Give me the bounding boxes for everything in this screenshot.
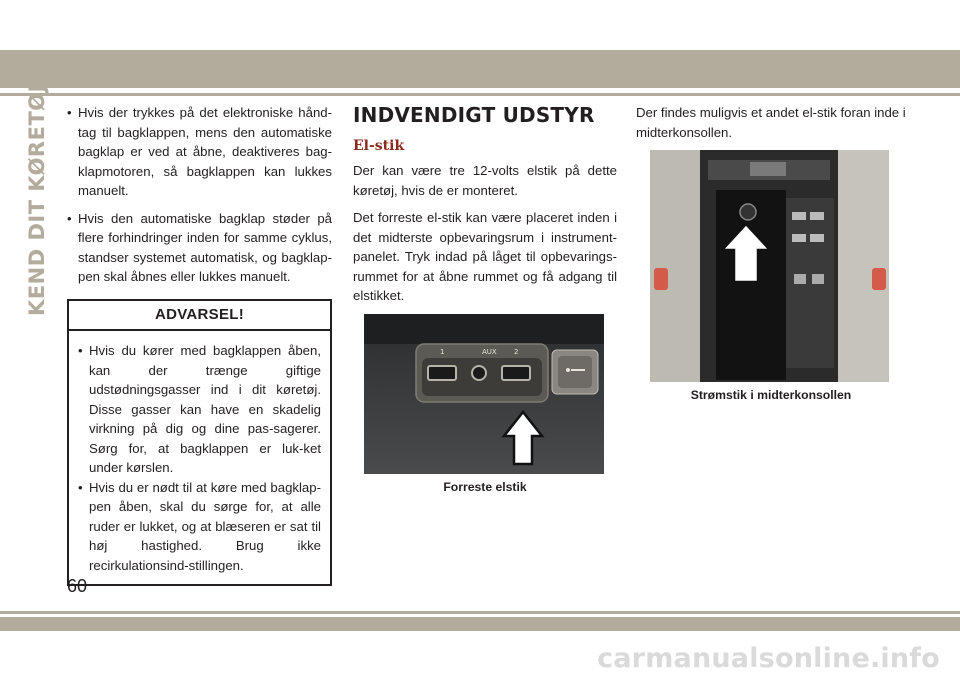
figure-caption: Forreste elstik (443, 479, 527, 494)
aux-port-icon (472, 366, 486, 380)
chapter-side-tab-label: KEND DIT KØRETØJ (25, 84, 50, 316)
usb2-label: 2 (514, 347, 519, 356)
body-paragraph: Der kan være tre 12-volts elstik på dette køretøj, hvis de er monteret. (353, 163, 617, 198)
subsection-title: El-stik (353, 138, 405, 154)
footer-band (0, 617, 960, 631)
header-rule (0, 93, 960, 96)
list-item: • Hvis du er nødt til at køre med bagklap-pen åben, skal du sørge for, at alle ruder er lukket, og at blæseren er sat til høj hastighed. Brug ikke recirkulationsind-stillingen. (78, 478, 321, 576)
console-outlet-illustration (650, 150, 889, 382)
console-outlet-photo (650, 150, 889, 382)
column-left (67, 103, 332, 586)
usb-port-icon (502, 366, 530, 380)
watermark: carmanualsonline.info (597, 643, 940, 674)
body-paragraph: Det forreste el-stik kan være placeret inden i det midterste opbevaringsrum i instrument-panelet. Tryk indad på låget til opbevarings-rummet for at åbne rummet og få adgang til elstikket. (353, 210, 617, 303)
list-item: • Hvis du kører med bagklappen åben, kan der trænge giftige udstødningsgasser ind i dit køretøj. Disse gasser kan have en skadelig virkning på dig og dine pas-sagerer. Sørg for, at bagklappen er luk-ket under kørslen. (78, 341, 321, 478)
figure-caption: Strømstik i midterkonsollen (690, 388, 852, 402)
section-title: INDVENDIGT UDSTYR (353, 103, 595, 127)
tailgate-bullet-list (67, 103, 332, 287)
body-paragraph: Der findes muligvis et andet el-stik foran inde i midterkonsollen. (636, 105, 906, 140)
front-outlet-illustration (364, 314, 604, 474)
warning-title: ADVARSEL! (69, 301, 330, 332)
column-right (636, 103, 906, 406)
footer-rule (0, 611, 960, 614)
warning-box (67, 299, 332, 587)
power-outlet-icon (740, 204, 756, 220)
list-item: • Hvis den automatiske bagklap støder på flere forhindringer inden for samme cyklus, standser systemet automatisk, og bagklap-pen skal åbnes eller lukkes manuelt. (67, 209, 332, 287)
usb1-label: 1 (440, 347, 445, 356)
usb-port-icon (428, 366, 456, 380)
aux-label: AUX (482, 347, 497, 356)
list-item: • Hvis der trykkes på det elektroniske hånd-tag til bagklappen, mens den automatiske bagklap er ved at åbne, deaktiveres bag-klapmotoren, så bagklappen kan lukkes manuelt. (67, 103, 332, 201)
header-band (0, 50, 960, 88)
front-outlet-photo (364, 314, 604, 474)
column-middle (353, 103, 617, 497)
page-number: 60 (67, 576, 88, 596)
warning-bullet-list (78, 341, 321, 575)
chapter-side-tab (20, 84, 54, 316)
